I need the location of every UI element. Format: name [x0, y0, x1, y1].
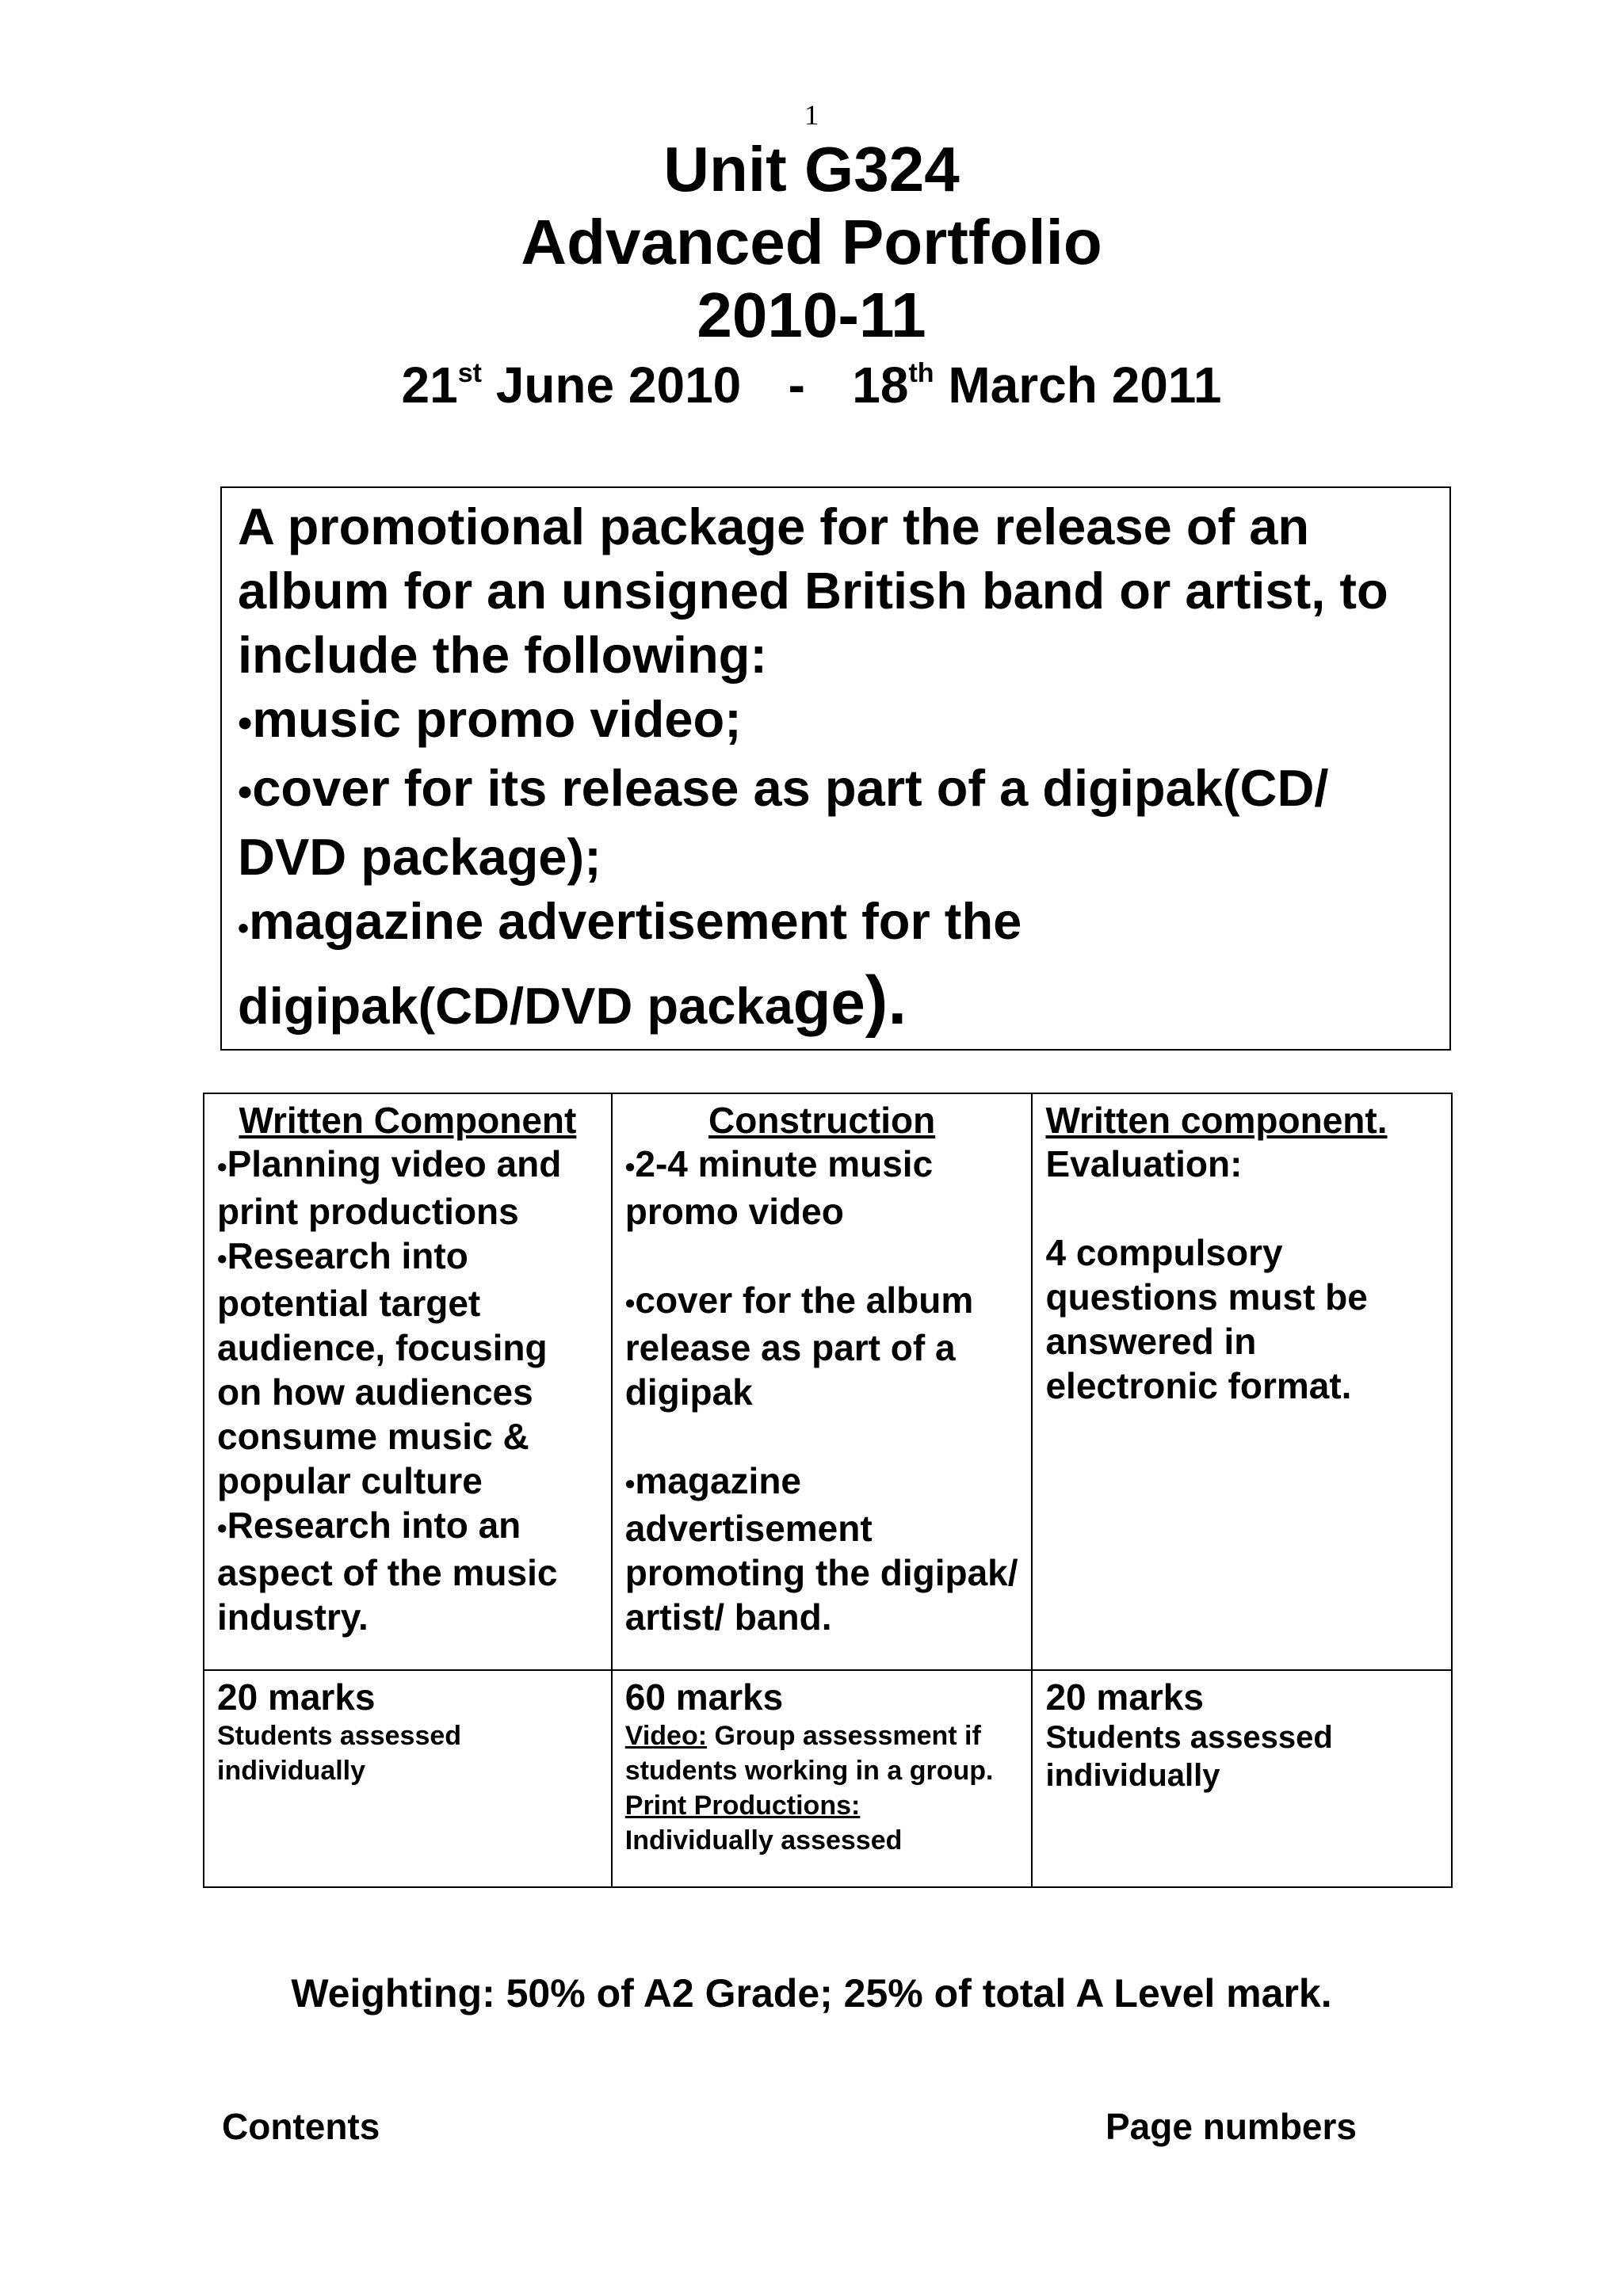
written-component-heading: Written Component — [239, 1100, 577, 1141]
year-title: 2010-11 — [697, 280, 926, 350]
list-item-text: Research into an aspect of the music industry. — [217, 1505, 558, 1638]
assessment-note: Students assessed individually — [217, 1721, 462, 1786]
list-item — [625, 1142, 1019, 1234]
spacer — [1045, 1186, 1438, 1230]
bullet-icon: • — [217, 1512, 227, 1544]
intro-item-label: magazine advertisement for the — [249, 892, 1022, 950]
intro-box — [220, 486, 1451, 1051]
list-item — [625, 1459, 1019, 1639]
intro-item-cover — [238, 756, 1434, 889]
intro-text: A promotional package for the release of an album for an unsigned British band or artist, to include the following: — [238, 498, 1388, 684]
portfolio-title: Advanced Portfolio — [521, 207, 1102, 277]
assessment-note-text: Group assessment if students working in a group. — [624, 1721, 994, 1786]
list-item — [217, 1142, 598, 1234]
start-day-suffix: st — [457, 358, 482, 388]
bullet-icon: • — [624, 1467, 636, 1500]
list-item-text: Planning video and print productions — [217, 1143, 562, 1232]
bullet-icon: • — [238, 911, 250, 946]
weighting-statement: Weighting: 50% of A2 Grade; 25% of total A Level mark. — [291, 1971, 1332, 2016]
bullet-icon: • — [217, 1150, 227, 1183]
evaluation-heading: Written component. — [1045, 1100, 1388, 1141]
assessment-note: Students assessed individually — [1045, 1720, 1333, 1793]
bullet-icon: • — [217, 1242, 227, 1275]
spacer — [625, 1414, 1019, 1459]
intro-item-label: cover for its release as part of a digipak(CD/ DVD package); — [238, 759, 1329, 886]
page-number: 1 — [804, 99, 819, 131]
evaluation-subheading: Evaluation: — [1045, 1143, 1243, 1184]
list-item-text: magazine advertisement promoting the digipak/ artist/ band. — [624, 1460, 1018, 1638]
date-range — [0, 353, 1623, 417]
bullet-icon: • — [238, 700, 253, 746]
bullet-icon: • — [238, 769, 253, 815]
list-item-text: 2-4 minute music promo video — [624, 1143, 934, 1232]
evaluation-text: 4 compulsory questions must be answered in electronic format. — [1045, 1232, 1368, 1406]
components-table — [203, 1093, 1453, 1888]
intro-item-label-part: digipak(CD/DVD packa — [238, 977, 793, 1035]
table-row — [204, 1093, 1452, 1670]
assessment-note-text: Individually assessed — [624, 1825, 903, 1855]
evaluation-marks-cell — [1032, 1670, 1452, 1887]
list-item — [217, 1503, 598, 1639]
bullet-icon: • — [624, 1150, 636, 1183]
marks-value: 20 marks — [1045, 1676, 1204, 1718]
end-day-suffix: th — [908, 358, 934, 388]
list-item-text: Research into potential target audience, focusing on how audiences consume music & popular culture — [217, 1235, 548, 1501]
assessment-note-label: Print Productions: — [624, 1791, 861, 1821]
list-item — [217, 1234, 598, 1503]
written-component-cell — [204, 1093, 612, 1670]
marks-value: 20 marks — [217, 1676, 376, 1718]
assessment-note — [625, 1788, 1019, 1823]
list-item — [625, 1278, 1019, 1414]
spacer — [625, 1234, 1019, 1278]
start-month-year: June 2010 — [481, 357, 742, 414]
construction-cell — [612, 1093, 1033, 1670]
construction-marks-cell — [612, 1670, 1033, 1887]
table-row — [204, 1670, 1452, 1887]
intro-item-video — [238, 687, 1434, 756]
date-separator: - — [788, 357, 805, 414]
list-item-text: cover for the album release as part of a digipak — [624, 1280, 974, 1413]
evaluation-cell — [1032, 1093, 1452, 1670]
intro-item-label-part: ge — [792, 967, 865, 1037]
title-block — [0, 133, 1623, 417]
start-day: 21 — [401, 357, 458, 414]
assessment-note-label: Video: — [624, 1721, 708, 1751]
contents-heading: Contents — [222, 2106, 380, 2147]
intro-item-label-part: ). — [865, 963, 907, 1039]
assessment-note — [625, 1718, 1019, 1788]
intro-item-label: music promo video; — [252, 690, 742, 748]
unit-title: Unit G324 — [663, 134, 960, 204]
intro-item-magazine — [238, 889, 1434, 961]
intro-item-magazine-continued — [238, 963, 1434, 1039]
bullet-icon: • — [624, 1287, 636, 1319]
page-numbers-heading: Page numbers — [1106, 2106, 1357, 2147]
end-day: 18 — [852, 357, 909, 414]
end-month-year: March 2011 — [934, 357, 1222, 414]
construction-heading: Construction — [708, 1100, 936, 1141]
marks-value: 60 marks — [624, 1676, 784, 1718]
written-component-marks-cell — [204, 1670, 612, 1887]
